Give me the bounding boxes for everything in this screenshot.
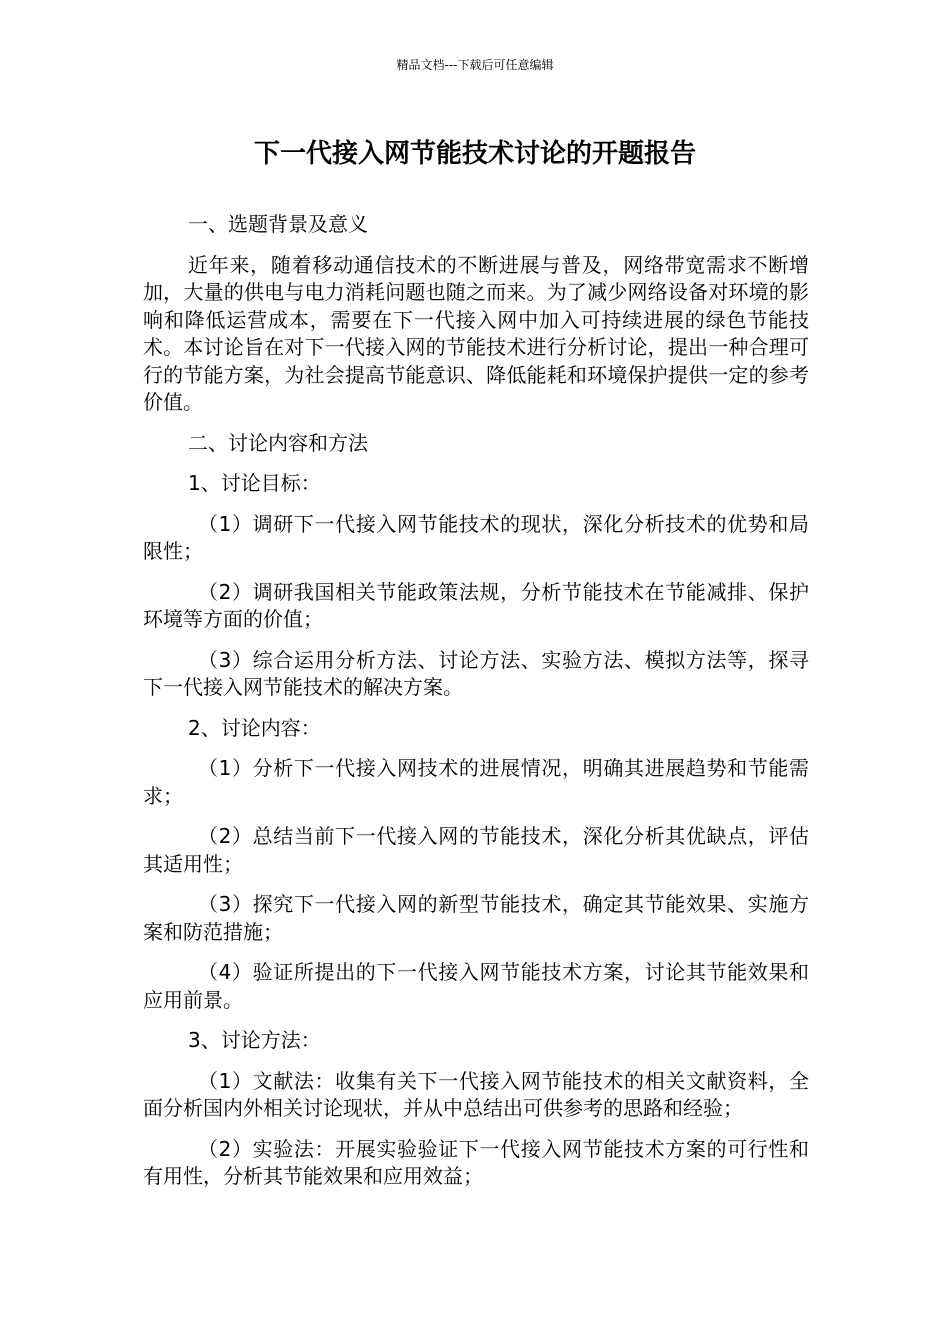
document-body [143,211,809,1204]
subheading-objectives: 1、讨论目标： [188,471,321,495]
section-heading-content-methods: 二、讨论内容和方法 [188,430,368,455]
objective-item-2: （2）调研我国相关节能政策法规，分析节能技术在节能减排、保护环境等方面的价值； [143,579,809,631]
document-title: 下一代接入网节能技术讨论的开题报告 [253,139,696,169]
section-heading-background: 一、选题背景及意义 [188,212,368,236]
page-header: 精品文档---下载后可任意编辑 [396,58,554,72]
content-item-1: （1）分析下一代接入网技术的进展情况，明确其进展趋势和节能需求； [143,756,809,808]
subheading-methods: 3、讨论方法： [188,1028,321,1052]
method-item-2: （2）实验法：开展实验验证下一代接入网节能技术方案的可行性和有用性，分析其节能效果和应用效益； [143,1136,809,1188]
subheading-content: 2、讨论内容： [188,715,321,740]
objective-item-1: （1）调研下一代接入网节能技术的现状，深化分析技术的优势和局限性； [143,511,809,563]
method-item-1: （1）文献法：收集有关下一代接入网节能技术的相关文献资料，全面分析国内外相关讨论现状，并从中总结出可供参考的思路和经验； [143,1068,809,1120]
content-item-2: （2）总结当前下一代接入网的节能技术，深化分析其优缺点，评估其适用性； [143,824,809,876]
content-item-4: （4）验证所提出的下一代接入网节能技术方案，讨论其节能效果和应用前景。 [143,960,809,1012]
content-item-3: （3）探究下一代接入网的新型节能技术，确定其节能效果、实施方案和防范措施； [143,892,809,944]
background-paragraph: 近年来，随着移动通信技术的不断进展与普及，网络带宽需求不断增加，大量的供电与电力消耗问题也随之而来。为了减少网络设备对环境的影响和降低运营成本，需要在下一代接入网中加入可持续进展的绿色节能技术。本讨论旨在对下一代接入网的节能技术进行分析讨论，提出一种合理可行的节能方案，为社会提高节能意识、降低能耗和环境保护提供一定的参考价值。 [143,252,809,414]
objective-item-3: （3）综合运用分析方法、讨论方法、实验方法、模拟方法等，探寻下一代接入网节能技术的解决方案。 [143,647,809,699]
